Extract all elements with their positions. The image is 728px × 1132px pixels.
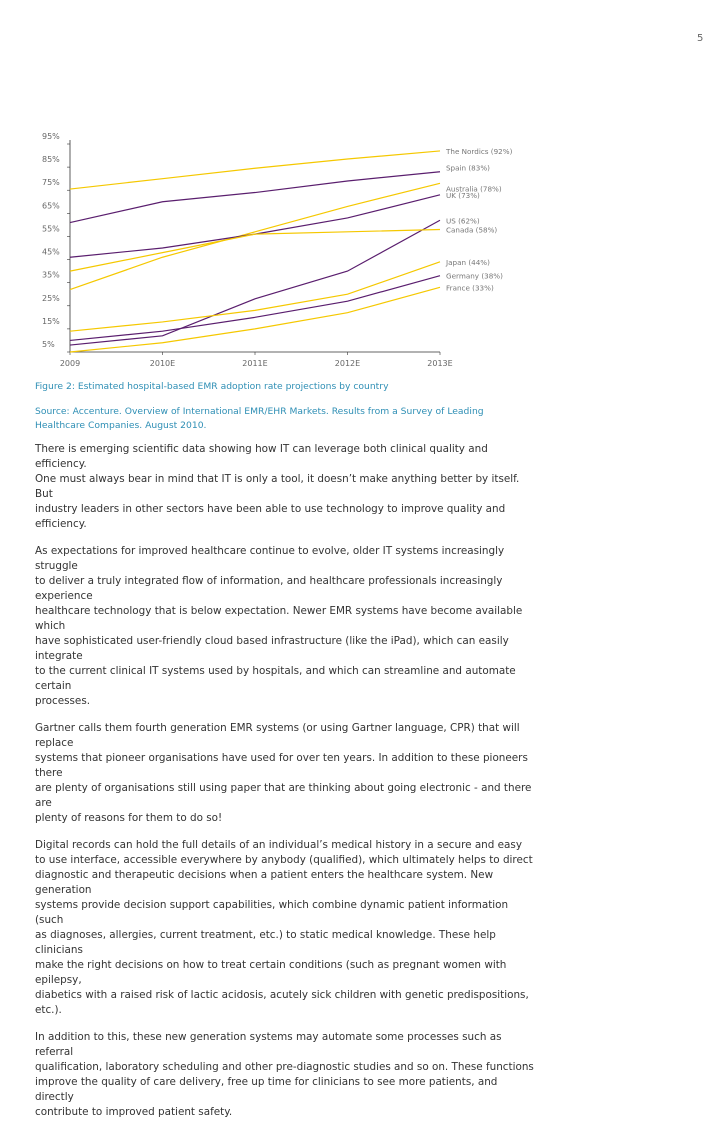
series-line: [70, 262, 440, 331]
x-tick-label: 2010E: [149, 359, 176, 368]
x-tick-label: 2013E: [427, 359, 453, 368]
paragraph: Gartner calls them fourth generation EMR systems (or using Gartner language, CPR) that will replace systems that pioneer organisations have used for over ten years. In addition to these pioneers there are plenty of organisations still using paper that are thinking about going electronic - and there are plenty of reasons for them to do so!: [35, 722, 532, 824]
series-label: Japan (44%): [446, 257, 490, 267]
figure-source: Source: Accenture. Overview of International EMR/EHR Markets. Results from a Survey of Leading Healthcare Companies. August 2010.: [35, 406, 484, 431]
x-tick-label: 2011E: [242, 359, 268, 368]
series-label: US (62%): [446, 216, 480, 226]
y-tick-label: 95%: [42, 132, 60, 141]
body-text: [35, 442, 535, 1132]
series-line: [70, 287, 440, 352]
series-label: Canada (58%): [446, 225, 498, 235]
adoption-line-chart: [0, 130, 560, 375]
series-label: The Nordics (92%): [446, 146, 513, 156]
x-tick-label: 2012E: [334, 359, 361, 368]
series-line: [70, 220, 440, 345]
y-tick-label: 65%: [42, 201, 60, 211]
y-tick-label: 45%: [42, 247, 60, 257]
y-tick-label: 85%: [42, 155, 60, 165]
series-label: UK (73%): [446, 190, 480, 200]
paragraph: There is emerging scientific data showing how IT can leverage both clinical quality and efficiency. One must always bear in mind that IT is only a tool, it doesn’t make anything better by itself. But industry leaders in other sectors have been able to use technology to improve quality and efficiency.: [35, 443, 520, 530]
y-tick-label: 15%: [42, 316, 60, 326]
y-tick-label: 75%: [42, 178, 60, 188]
series-line: [70, 151, 440, 189]
series-line: [70, 195, 440, 257]
paragraph: Digital records can hold the full details of an individual’s medical history in a secure and easy to use interface, accessible everywhere by anybody (qualified), which ultimately helps to direct diagnostic and therapeutic decisions when a patient enters the healthcare system. New generation systems provide decision support capabilities, which combine dynamic patient information (such as diagnoses, allergies, current treatment, etc.) to static medical knowledge. These help clinicians make the right decisions on how to treat certain conditions (such as pregnant women with epilepsy, diabetics with a raised risk of lactic acidosis, acutely sick children with genetic predispositions, etc.).: [35, 839, 533, 1016]
series-line: [70, 183, 440, 289]
paragraph: In addition to this, these new generation systems may automate some processes such as referral qualification, laboratory scheduling and other pre-diagnostic studies and so on. These functions improve the quality of care delivery, free up time for clinicians to see more patients, and directly contribute to improved patient safety.: [35, 1031, 534, 1118]
paragraph: As expectations for improved healthcare continue to evolve, older IT systems increasingly struggle to deliver a truly integrated flow of information, and healthcare professionals increasingly experience healthcare technology that is below expectation. Newer EMR systems have become available which have sophisticated user-friendly cloud based infrastructure (like the iPad), which can easily integrate to the current clinical IT systems used by hospitals, and which can streamline and automate certain processes.: [35, 545, 523, 707]
series-label: Germany (38%): [446, 271, 503, 281]
y-tick-label: 35%: [42, 270, 60, 280]
y-tick-label: 55%: [42, 224, 60, 234]
page-number: 5: [697, 33, 704, 44]
series-label: France (33%): [446, 283, 494, 293]
series-line: [70, 276, 440, 341]
series-label: Australia (78%): [446, 184, 502, 194]
x-tick-label: 2009: [59, 359, 81, 368]
figure-caption: Figure 2: Estimated hospital-based EMR adoption rate projections by country: [35, 381, 389, 392]
y-tick-label: 25%: [42, 293, 60, 303]
series-label: Spain (83%): [446, 163, 490, 173]
y-tick-label: 5%: [42, 340, 55, 349]
